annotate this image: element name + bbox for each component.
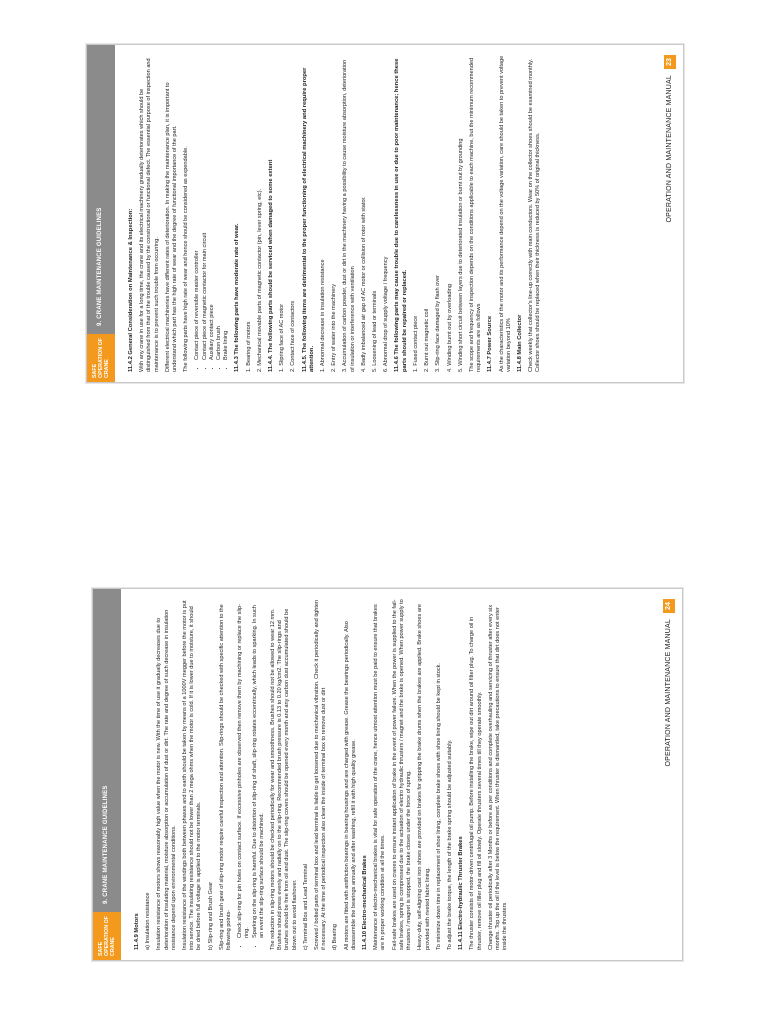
list-item: 4. Winding burnt out by overloading — [446, 283, 453, 372]
paragraph: To minimize down time in replacement of shoe lining, complete brake shoes with shoe lining should be kept in stock. — [435, 663, 442, 950]
list-item: • Contact piece of reversible master controller — [194, 55, 201, 360]
section-header-bar — [87, 45, 115, 382]
list-item: 6. Abnormal drop of supply voltage / frequency — [383, 256, 390, 372]
subsection-heading: d) Bearing — [332, 924, 339, 950]
list-item: 2. Entry of water into the machinery — [331, 284, 338, 372]
manual-title: OPERATION AND MAINTENANCE MANUAL — [665, 619, 673, 767]
paragraph: Insulation resistance of the windings both between phases and to earth should be taken by means of a 1000V megger before the motor is put into service. The insulating resistance should not be lower than 2 mega ohms when the motor is cold. If it is lower due to moisture, it should be dried before full voltage is applied to the motor terminals. — [182, 600, 203, 950]
subsection-heading: 11.4.10 Electro-mechanical Brakes — [362, 855, 369, 950]
bullet-list — [237, 599, 266, 938]
list-item: 1. Fused contact piece — [412, 315, 419, 372]
page-body — [125, 55, 547, 372]
paragraph: Fail-safe brakes are used on cranes to ensure instant application of brake in the event of power failure. When the power is supplied to the fail-safe brakes, spring is compressed due to the actuation of electro hydraulic thrusters / magnet and the brake is opened. When power supply to thrusters / magnet is stopped, the brake closes under the force of spring. — [391, 599, 413, 950]
subsection-heading: b) Slip-ring and Brush Gear — [207, 881, 214, 950]
paragraph: Insulation resistance of motors shows reasonably high value when the motor is new. With the time of use it gradually decreases due to deterioration of insulating material, moisture absorption or accumulation of dust or dirt. The rate and degree of such decrease in insulation resistance depend upon environmental conditions. — [156, 609, 177, 950]
paragraph: Maintenance of electro-mechanical brakes is vital for safe operation of the crane, hence utmost attention must be paid to ensure that brakes are in proper working condition at all the times. — [373, 604, 387, 950]
paragraph: Heavy-duty, self-aligning cast iron shoes are provided on brakes for gripping the brake drums when the brakes are applied. Brake shoes are provided with riveted fabric lining. — [417, 604, 431, 950]
list-item: 1. Abnormal decrease in insulation resistance — [320, 259, 327, 372]
subsection-heading: 11.4.11 Electro-hydraulic Thruster Brakes — [458, 836, 465, 950]
safe-operation-label: SAFE OPERATION OF CRANE — [87, 334, 115, 382]
paragraph: Check weekly that collector's line-up correctly with main conductors. Wear on the collector shoes should be examined monthly. Collector shoes should be replaced when their thickness is reduced by 50% of original thickness. — [528, 58, 542, 372]
section-title: 9. CRANE MAINTENANCE GUIDELINES — [103, 785, 110, 904]
list-item: 5. Loosening of lead or terminals — [372, 290, 379, 372]
subsection-heading: a) Insulation resistance — [145, 892, 152, 950]
list-item: 2. Contact face of contactors — [290, 300, 297, 372]
page-footer — [662, 599, 676, 950]
paragraph: The reduction in slip-ring motors should be checked periodically for wear and smoothness. Brushes should not be allowed to wear 12 mm. Brushes should press evenly and radially on to the slip-ring. Recommended brush pressure is 0.13 to 0.20 kg/cm2. The slip-rings and brushes should be free from oil and dust. The slip-ring covers should be opened every month and any carbon dust accumulated should be blown out to avoid flashover. — [270, 608, 298, 950]
list-item: 1. Bearing of motors — [245, 321, 252, 372]
page-sheet — [93, 589, 682, 960]
subsection-heading: 11.4.5. The following items are detrimental to the proper functioning of electrical machinery and require proper attention. — [301, 67, 315, 372]
section-header-bar — [93, 589, 121, 960]
page-number: 23 — [664, 55, 676, 69]
page-body — [131, 599, 513, 950]
subsection-heading: 11.4.4. The following parts should be serviced when damaged to some extent — [268, 159, 275, 372]
paragraph: The following parts have high rate of wear and hence should be considered as expendable. — [183, 146, 190, 372]
list-item: 1. Slipring face of AC motor — [279, 303, 286, 372]
safe-operation-label: SAFE OPERATION OF CRANE — [93, 912, 121, 960]
page-number: 24 — [663, 599, 675, 613]
list-item: 4. Badly imbalanced air gap of AC motor or collision of rotor with stator. — [360, 196, 367, 372]
section-title: 9. CRANE MAINTENANCE GUIDELINES — [97, 207, 104, 326]
rotated-page-23 — [87, 45, 683, 382]
paragraph: The thruster consists of motor-driven centrifugal oil pump. Before installing the brake, wipe out dirt around oil filter plug. To charge oil in thruster, remove oil filler plug and fill oil slowly. Operate thrusters several times till they operate smoothly. — [469, 616, 483, 950]
paragraph: Change thruster oil periodically after 3 Months or before as per conditions and complete overhauling and servicing of thruster after every six months. Top up the oil if the level is below the requirement. When thruster is dismantled, take precautions to ensure that dirt does not enter inside the thrusters — [487, 604, 509, 950]
page-sheet — [87, 45, 683, 382]
list-item: • Contact piece of magnetic contactor for main circuit — [202, 55, 209, 360]
subsection-heading: 11.4.8 Main Collector — [516, 314, 523, 372]
list-item: • Carbon brush — [216, 55, 223, 360]
list-item: • Brake lining — [223, 55, 230, 360]
paragraph: As the characteristics of the motor and its performance depend on the voltage variation, care should be taken to prevent voltage variation beyond 10% — [498, 55, 512, 372]
subsection-heading: 11.4.7 Power Source — [487, 315, 494, 372]
subsection-heading: c) Terminal Box and Lead Terminal — [302, 864, 309, 950]
paragraph: Different electrical machineries have different rates of deterioration. In making the maintenance plan, it is important to understand which part has the high rate of wear and the degree of functional importance of the part. — [164, 82, 179, 372]
list-item: 3. Accumulation of carbon powder, dust or dirt in the machinery having a possibility to cause moisture absorption, deterioration of insulation or interference with ventilation — [342, 59, 356, 372]
page-footer — [663, 55, 677, 372]
subsection-heading: 11.4.6 The following parts may cause trouble due to carelessness in use or due to poor maintenance; hence these parts should be repaired or replaced. — [394, 58, 408, 372]
paragraph: Screwed / bolted parts of terminal box and lead terminal is liable to get loosened due to mechanical vibration. Check it periodically and tighten if necessary. At the time of periodical inspection also clean the inside of terminal box to remove dust or dirt — [314, 599, 328, 950]
list-item: 2. Burnt out magnetic coil — [424, 308, 431, 372]
paragraph: The scope and frequency of inspection depends on the conditions applicable to each machine, but the minimum recommended requirements are as follows — [468, 57, 483, 372]
paragraph: With any crane in use for a long time, the crane and its electrical machinery gradually deteriorates which should be distinguished from that of the trouble caused by the constructional or functional defect. The essential purpose of inspection and maintenance is to prevent such trouble from occurring. — [139, 58, 160, 372]
paragraph: All motors are fitted with antifriction bearings in bearing housings and are charged with grease. Grease the bearings periodically. Also disassemble the bearings annually and after washing, refill it with high quality grease. — [343, 621, 357, 950]
list-item: 3. Slip-ring face damaged by flash over — [435, 274, 442, 372]
rotated-page-24 — [93, 589, 682, 960]
paragraph: Slip-ring and brush gear of slip-ring motor require careful inspection and attention. Slip-rings should be checked with specific attention to the following points- — [218, 604, 233, 950]
list-item: 5. Winding short circuit between layers due to deteriorated insulation or burnt out by grounding — [457, 138, 464, 372]
manual-title: OPERATION AND MAINTENANCE MANUAL — [666, 75, 674, 223]
document-page-23 — [86, 44, 684, 383]
list-item: • Check slip-ring for pin holes on contact surface. If excessive pinholes are observed then remove them by machining or replace the slip-ring. — [237, 599, 251, 938]
subsection-heading: 11.4.2 General Consideration on Maintenance & Inspection: — [128, 208, 134, 372]
document-page-24 — [92, 588, 683, 961]
subsection-heading: 11.4.9 Motors — [134, 913, 140, 950]
bullet-list — [194, 55, 230, 360]
subsection-heading: 11.4.3 The following parts have moderate rate of wear. — [234, 223, 241, 372]
list-item: 2. Mechanical movable parts of magnetic contactor (pin, lever spring, etc). — [256, 188, 263, 372]
list-item: • Auxiliary contact piece — [209, 55, 216, 360]
list-item: • Sparking on the slip-ring is harmful. Due to distortion of slip-ring of shaft, slip-ring rotates eccentrically, which leads to sparking. In such an event the slip-ring surface should be machined. — [252, 599, 266, 938]
paragraph: To adjust the brake torque, the length of the brake spring should be adjusted suitably. — [446, 739, 453, 950]
